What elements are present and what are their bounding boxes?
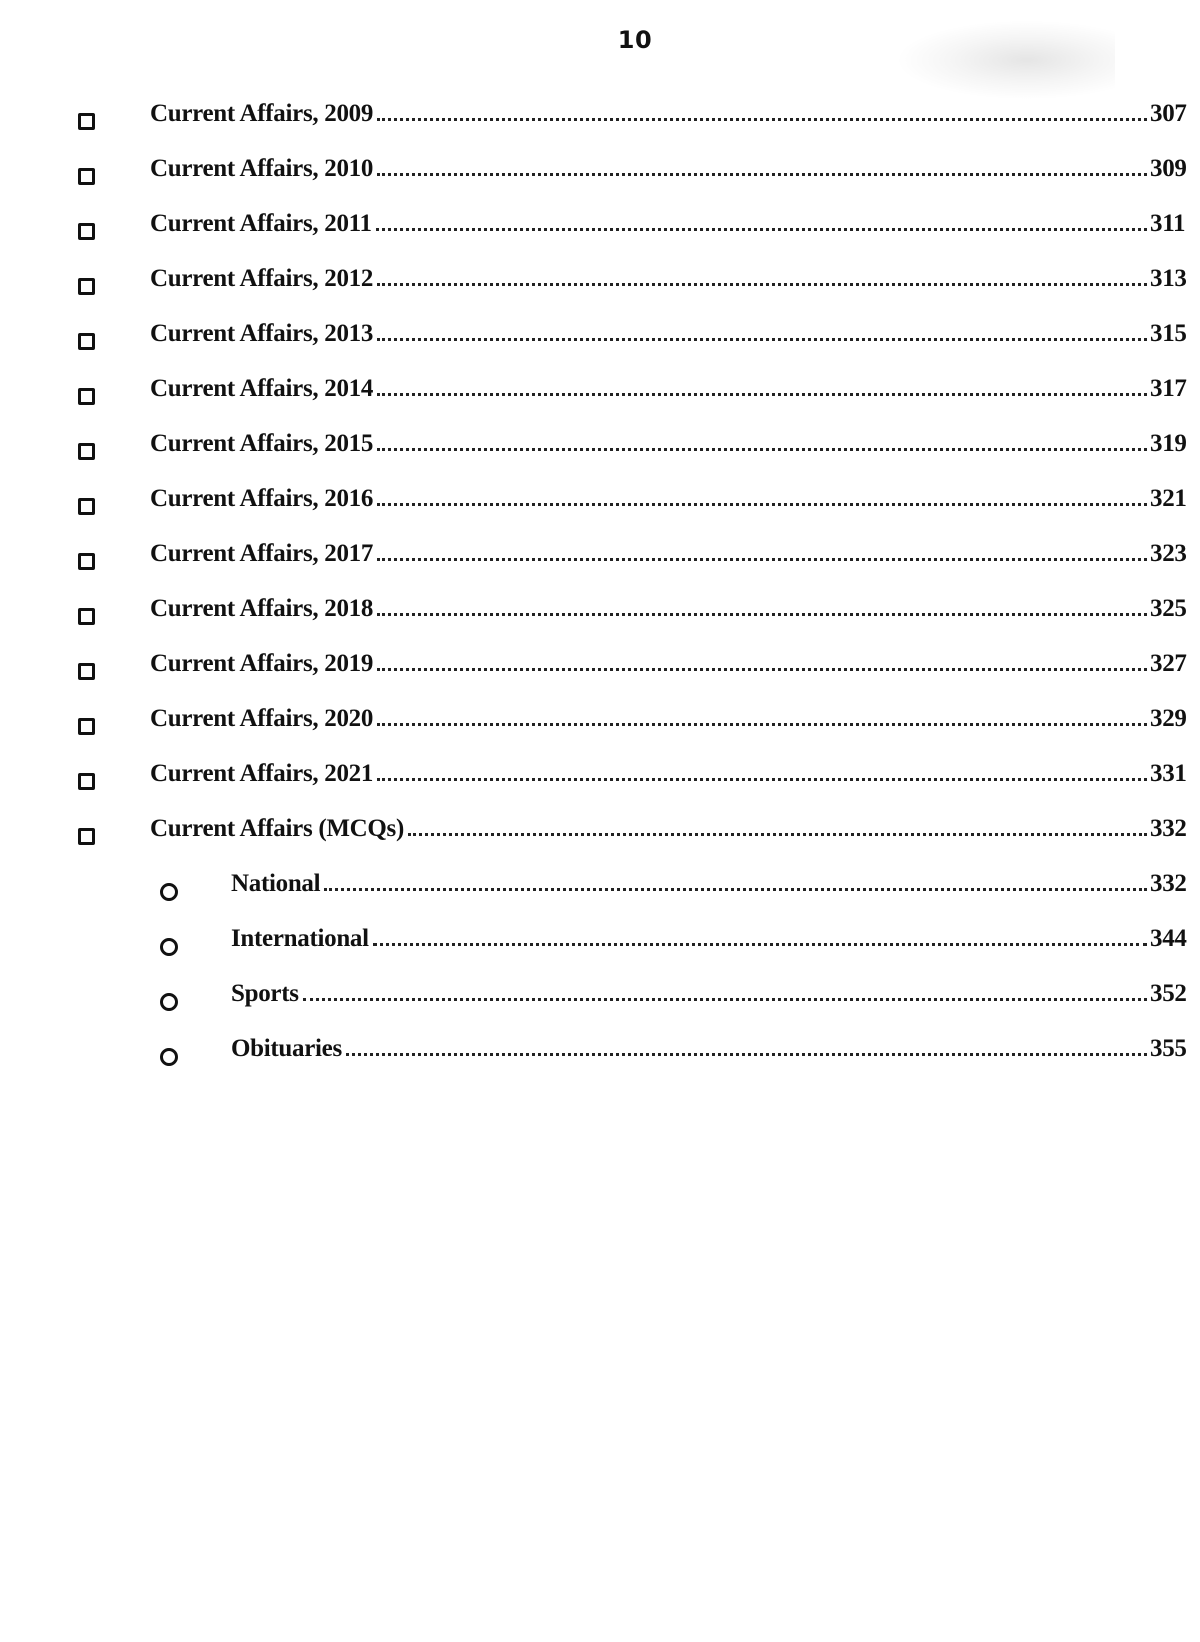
toc-entry-title: International — [231, 925, 369, 952]
dot-leader — [346, 1052, 1147, 1056]
checkbox-square-icon — [78, 388, 95, 405]
toc-entry-current-affairs-2012[interactable] — [0, 257, 1200, 312]
toc-entry-current-affairs-2010[interactable] — [0, 147, 1200, 202]
dot-leader — [377, 667, 1147, 671]
checkbox-square-icon — [78, 718, 95, 735]
dot-leader — [377, 392, 1147, 396]
toc-entry-page: 317 — [1150, 375, 1187, 402]
toc-entry-page: 331 — [1150, 760, 1187, 787]
checkbox-square-icon — [78, 498, 95, 515]
checkbox-square-icon — [78, 168, 95, 185]
toc-entry-line — [150, 815, 1200, 843]
dot-leader — [303, 997, 1147, 1001]
toc-entry-title: Current Affairs, 2017 — [150, 540, 374, 567]
toc-entry-current-affairs-2016[interactable] — [0, 477, 1200, 532]
toc-entry-line — [150, 100, 1200, 128]
toc-entry-current-affairs-2013[interactable] — [0, 312, 1200, 367]
toc-entry-line — [150, 650, 1200, 678]
toc-entry-title: Current Affairs, 2013 — [150, 320, 374, 347]
checkbox-square-icon — [78, 443, 95, 460]
toc-entry-line — [150, 760, 1200, 788]
toc-entry-current-affairs-2011[interactable] — [0, 202, 1200, 257]
toc-subentry-sports[interactable] — [0, 972, 1200, 1027]
dot-leader — [377, 722, 1147, 726]
toc-entry-title: Current Affairs, 2020 — [150, 705, 374, 732]
checkbox-square-icon — [78, 608, 95, 625]
toc-entry-line — [150, 375, 1200, 403]
dot-leader — [377, 502, 1147, 506]
toc-entry-page: 332 — [1150, 870, 1187, 897]
checkbox-square-icon — [78, 333, 95, 350]
toc-entry-current-affairs-2015[interactable] — [0, 422, 1200, 477]
toc-entry-page: 323 — [1150, 540, 1187, 567]
toc-entry-title: Current Affairs, 2015 — [150, 430, 374, 457]
toc-entry-current-affairs-2018[interactable] — [0, 587, 1200, 642]
dot-leader — [377, 612, 1147, 616]
toc-entry-line — [150, 210, 1200, 238]
circle-bullet-icon — [160, 938, 178, 956]
circle-bullet-icon — [160, 993, 178, 1011]
toc-entry-page: 319 — [1150, 430, 1187, 457]
checkbox-square-icon — [78, 223, 95, 240]
toc-entry-page: 325 — [1150, 595, 1187, 622]
circle-bullet-icon — [160, 1048, 178, 1066]
toc-entry-current-affairs-2017[interactable] — [0, 532, 1200, 587]
toc-entry-title: Sports — [231, 980, 299, 1007]
toc-entry-current-affairs-2019[interactable] — [0, 642, 1200, 697]
dot-leader — [324, 887, 1147, 891]
toc-entry-title: Current Affairs, 2019 — [150, 650, 374, 677]
toc-entry-page: 352 — [1150, 980, 1187, 1007]
toc-entry-page: 309 — [1150, 155, 1187, 182]
toc-entry-line — [231, 925, 1200, 953]
toc-entry-current-affairs-2014[interactable] — [0, 367, 1200, 422]
toc-entry-line — [150, 540, 1200, 568]
toc-entry-page: 329 — [1150, 705, 1187, 732]
checkbox-square-icon — [78, 828, 95, 845]
toc-entry-line — [231, 980, 1200, 1008]
toc-entry-current-affairs-mcqs[interactable] — [0, 807, 1200, 862]
toc-entry-title: Current Affairs, 2018 — [150, 595, 374, 622]
toc-entry-line — [150, 485, 1200, 513]
checkbox-square-icon — [78, 773, 95, 790]
toc-entry-page: 332 — [1150, 815, 1187, 842]
toc-entry-line — [231, 1035, 1200, 1063]
dot-leader — [377, 447, 1147, 451]
checkbox-square-icon — [78, 113, 95, 130]
circle-bullet-icon — [160, 883, 178, 901]
toc-entry-current-affairs-2009[interactable] — [0, 92, 1200, 147]
toc-entry-line — [150, 265, 1200, 293]
toc-entry-title: National — [231, 870, 321, 897]
checkbox-square-icon — [78, 663, 95, 680]
toc-entry-title: Obituaries — [231, 1035, 342, 1062]
toc-entry-page: 355 — [1150, 1035, 1187, 1062]
toc-entry-current-affairs-2021[interactable] — [0, 752, 1200, 807]
toc-entry-current-affairs-2020[interactable] — [0, 697, 1200, 752]
toc-entry-title: Current Affairs (MCQs) — [150, 815, 404, 842]
toc-entry-title: Current Affairs, 2016 — [150, 485, 374, 512]
toc-entry-title: Current Affairs, 2009 — [150, 100, 374, 127]
dot-leader — [376, 227, 1147, 231]
dot-leader — [377, 117, 1147, 121]
toc-entry-title: Current Affairs, 2011 — [150, 210, 372, 237]
page-number: 10 — [617, 26, 653, 54]
dot-leader — [377, 337, 1147, 341]
dot-leader — [377, 777, 1147, 781]
toc-entry-title: Current Affairs, 2014 — [150, 375, 374, 402]
checkbox-square-icon — [78, 278, 95, 295]
toc-entry-line — [150, 595, 1200, 623]
toc-entry-page: 315 — [1150, 320, 1187, 347]
checkbox-square-icon — [78, 553, 95, 570]
toc-entry-page: 327 — [1150, 650, 1187, 677]
toc-entry-page: 321 — [1150, 485, 1187, 512]
toc-entry-line — [231, 870, 1200, 898]
toc-entry-page: 313 — [1150, 265, 1187, 292]
toc-entry-line — [150, 155, 1200, 183]
toc-entry-title: Current Affairs, 2012 — [150, 265, 374, 292]
toc-subentry-national[interactable] — [0, 862, 1200, 917]
toc-entry-line — [150, 430, 1200, 458]
dot-leader — [408, 832, 1147, 836]
toc-entry-title: Current Affairs, 2021 — [150, 760, 374, 787]
toc-entry-line — [150, 320, 1200, 348]
dot-leader — [377, 557, 1147, 561]
toc-entry-line — [150, 705, 1200, 733]
dot-leader — [377, 282, 1147, 286]
toc-entry-page: 307 — [1150, 100, 1187, 127]
toc-entry-page: 311 — [1150, 210, 1186, 237]
toc-subentry-international[interactable] — [0, 917, 1200, 972]
dot-leader — [373, 942, 1147, 946]
table-of-contents — [0, 92, 1200, 1082]
toc-subentry-obituaries[interactable] — [0, 1027, 1200, 1082]
toc-entry-title: Current Affairs, 2010 — [150, 155, 374, 182]
toc-entry-page: 344 — [1150, 925, 1187, 952]
dot-leader — [377, 172, 1147, 176]
